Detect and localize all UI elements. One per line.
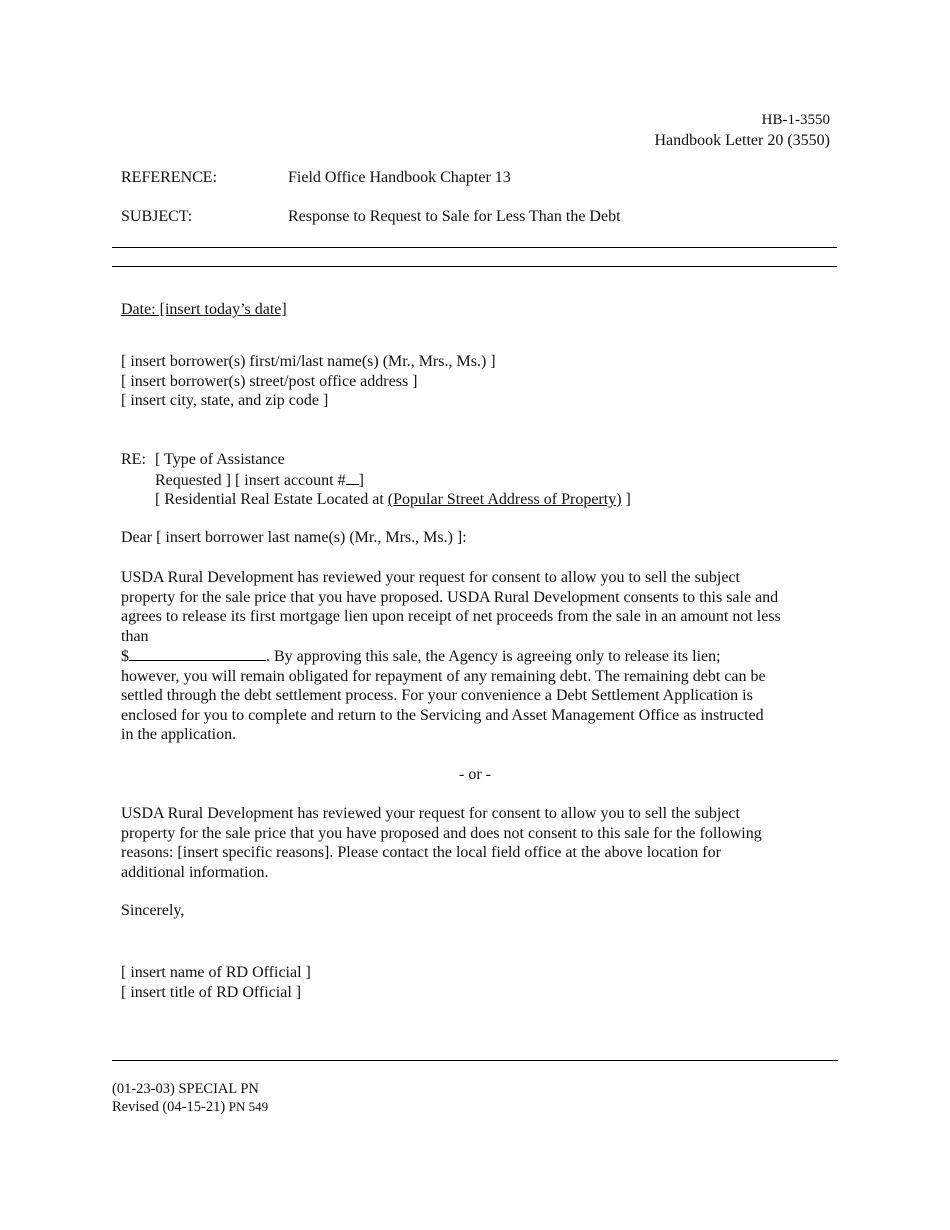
- paragraph-consent: [121, 568, 831, 745]
- document-number: HB-1-3550: [761, 112, 830, 128]
- re-label: RE:: [121, 451, 146, 468]
- p1-amount-line: [121, 646, 831, 667]
- re-property-close: ]: [621, 491, 631, 508]
- re-block: [155, 450, 631, 510]
- re-type-of-assistance: [ Type of Assistance: [155, 451, 285, 468]
- p1-line: agrees to release its first mortgage lien upon receipt of net proceeds from the sale in an amount not less: [121, 608, 781, 625]
- footer-pn-number: PN 549: [228, 1099, 269, 1114]
- property-address-placeholder: (Popular Street Address of Property): [387, 491, 622, 508]
- p1-line-rest: . By approving this sale, the Agency is agreeing only to release its lien;: [266, 648, 721, 665]
- footer-revised-date: Revised (04-15-21): [112, 1099, 229, 1115]
- net-proceeds-amount-blank: [129, 646, 266, 661]
- header-rule-top: [112, 247, 837, 248]
- footer-issue-date: (01-23-03) SPECIAL PN: [112, 1081, 259, 1097]
- re-account-close: ]: [358, 471, 364, 489]
- signature-block: [121, 963, 311, 1002]
- reference-label: REFERENCE:: [121, 169, 218, 186]
- footer-rule: [112, 1060, 838, 1061]
- re-account-text: Requested ] [ insert account #: [155, 471, 346, 489]
- closing: Sincerely,: [121, 902, 185, 919]
- re-property-line: [155, 490, 631, 510]
- or-separator: - or -: [459, 766, 491, 783]
- address-line-street: [ insert borrower(s) street/post office address ]: [121, 372, 418, 390]
- p1-line: than: [121, 627, 149, 645]
- p2-line: reasons: [insert specific reasons]. Please contact the local field office at the above location for: [121, 844, 721, 861]
- salutation: Dear [ insert borrower last name(s) (Mr., Mrs., Ms.) ]:: [121, 529, 467, 546]
- p1-line: in the application.: [121, 726, 237, 743]
- footer-block: [112, 1081, 268, 1116]
- p2-line: property for the sale price that you have proposed and does not consent to this sale for the following: [121, 824, 762, 842]
- p2-line: USDA Rural Development has reviewed your request for consent to allow you to sell the subject: [121, 805, 740, 822]
- re-account-line: [155, 470, 631, 491]
- p1-line: USDA Rural Development has reviewed your request for consent to allow you to sell the subject: [121, 569, 740, 586]
- address-block: [121, 352, 496, 411]
- footer-revised-line: [112, 1098, 268, 1116]
- re-property-text: [ Residential Real Estate Located at: [155, 491, 388, 508]
- paragraph-denial: [121, 804, 831, 882]
- p2-line: additional information.: [121, 863, 269, 881]
- p1-line: property for the sale price that you have proposed. USDA Rural Development consents to this sale and: [121, 588, 779, 606]
- signature-name: [ insert name of RD Official ]: [121, 964, 311, 981]
- p1-line: enclosed for you to complete and return to the Servicing and Asset Management Office as instructed: [121, 706, 764, 724]
- address-line-name: [ insert borrower(s) first/mi/last name(s) (Mr., Mrs., Ms.) ]: [121, 353, 496, 370]
- reference-value: Field Office Handbook Chapter 13: [288, 169, 511, 186]
- subject-label: SUBJECT:: [121, 208, 193, 225]
- address-line-city: [ insert city, state, and zip code ]: [121, 392, 329, 409]
- document-header: [654, 110, 830, 151]
- p1-line: however, you will remain obligated for repayment of any remaining debt. The remaining debt can be: [121, 667, 766, 685]
- handbook-letter-title: Handbook Letter 20 (3550): [654, 132, 830, 149]
- account-number-blank: [346, 470, 359, 485]
- dollar-sign: $: [121, 648, 129, 665]
- p1-line: settled through the debt settlement process. For your convenience a Debt Settlement Application is: [121, 687, 753, 704]
- signature-title: [ insert title of RD Official ]: [121, 983, 302, 1001]
- date-line: Date: [insert today’s date]: [121, 301, 287, 318]
- header-rule-bottom: [112, 266, 837, 267]
- subject-value: Response to Request to Sale for Less Than the Debt: [288, 208, 621, 225]
